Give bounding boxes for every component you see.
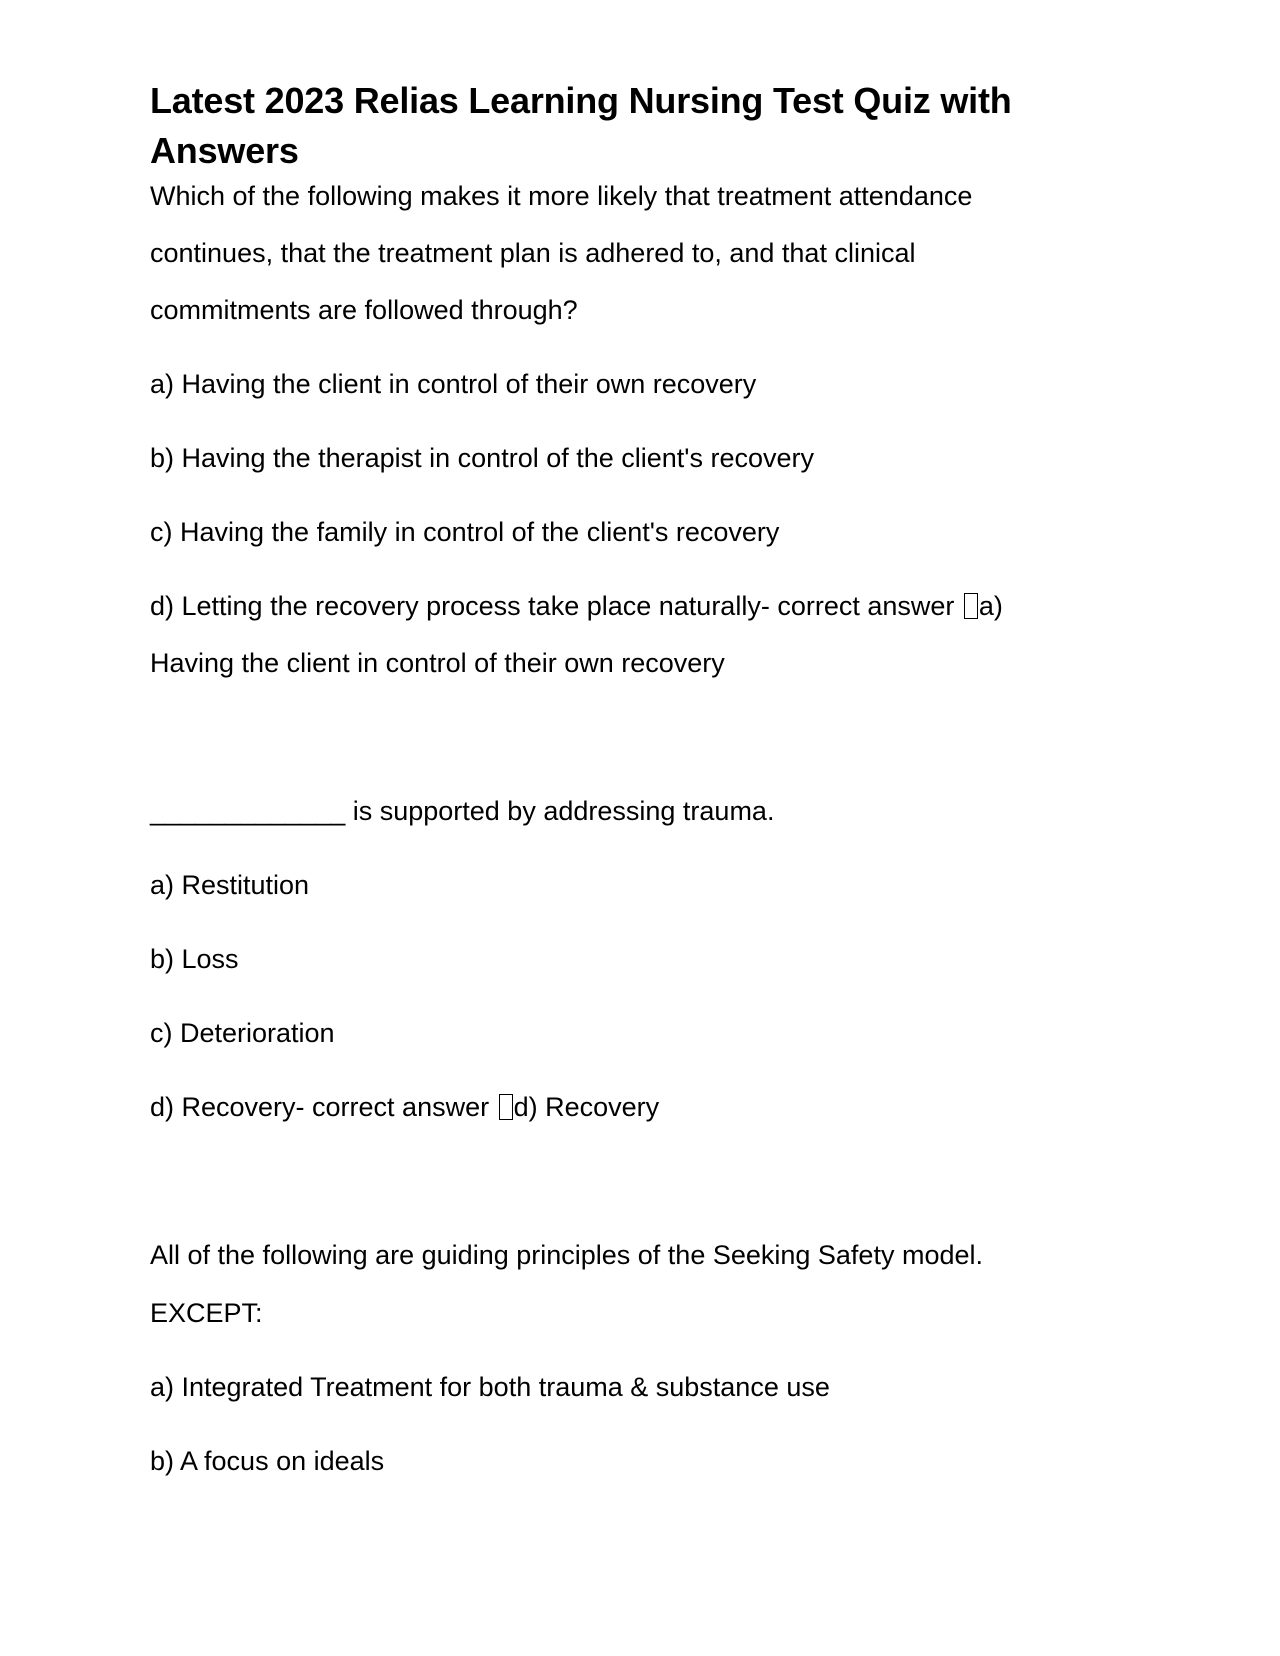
q2-option-d: [150, 1079, 659, 1136]
q1-question-line-1: Which of the following makes it more likely that treatment attendance: [150, 181, 973, 211]
q2-question-rest: is supported by addressing trauma.: [345, 796, 775, 826]
q1-answer-line-2: Having the client in control of their own recovery: [150, 648, 725, 678]
q2-option-a: a) Restitution: [150, 870, 310, 900]
q1-option-a: a) Having the client in control of their own recovery: [150, 369, 757, 399]
q1-option-d: [150, 578, 1003, 635]
q2-answer: d) Recovery: [513, 1092, 660, 1122]
q1-question-line-2: continues, that the treatment plan is adhered to, and that clinical: [150, 238, 916, 268]
q2-question: [150, 783, 774, 840]
document-title: Latest 2023 Relias Learning Nursing Test Quiz with Answers: [150, 80, 1012, 171]
missing-glyph-icon: [499, 1094, 513, 1120]
q1-option-b: b) Having the therapist in control of the client's recovery: [150, 443, 814, 473]
q2-option-b: b) Loss: [150, 944, 239, 974]
q1-option-d-text: d) Letting the recovery process take place naturally- correct answer: [150, 591, 962, 621]
q2-option-d-text: d) Recovery- correct answer: [150, 1092, 497, 1122]
q3-question-line-1: All of the following are guiding principles of the Seeking Safety model.: [150, 1240, 983, 1270]
q2-blank: _____________: [150, 796, 346, 826]
q1-answer-prefix: a): [978, 591, 1003, 621]
q1-option-c: c) Having the family in control of the client's recovery: [150, 517, 780, 547]
q3-option-a: a) Integrated Treatment for both trauma & substance use: [150, 1372, 830, 1402]
q3-question-line-2: EXCEPT:: [150, 1298, 263, 1328]
q3-option-b: b) A focus on ideals: [150, 1446, 385, 1476]
missing-glyph-icon: [964, 593, 978, 619]
q2-option-c: c) Deterioration: [150, 1018, 335, 1048]
q1-question-line-3: commitments are followed through?: [150, 295, 578, 325]
